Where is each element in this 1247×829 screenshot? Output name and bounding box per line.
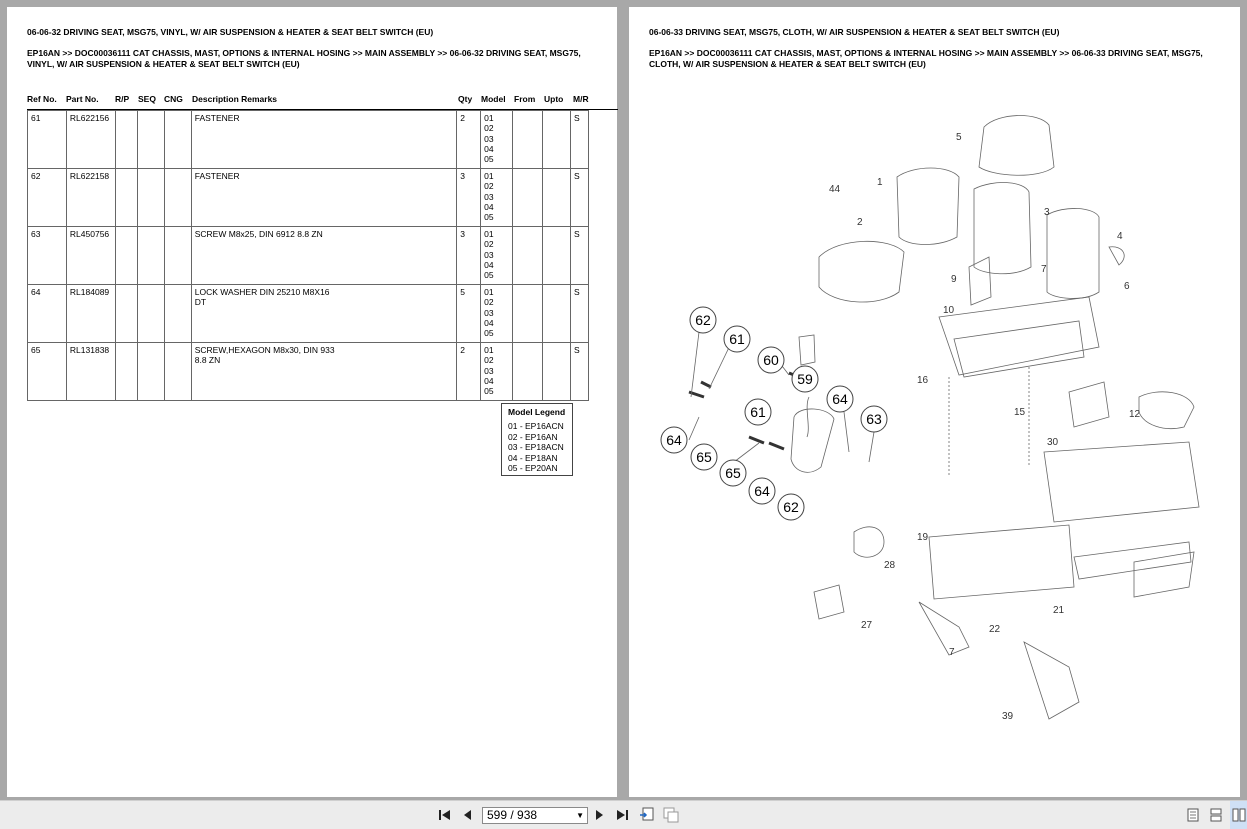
model-code: 05 — [484, 212, 494, 223]
svg-text:19: 19 — [917, 532, 929, 543]
cell-qty: 3 — [457, 169, 481, 227]
cell-part-no: RL622158 — [66, 169, 115, 227]
cell-rp — [115, 285, 137, 343]
fit-width-button[interactable] — [662, 801, 680, 829]
svg-text:7: 7 — [1041, 264, 1047, 275]
page-indicator: 599 / 938 — [487, 808, 538, 822]
svg-text:2: 2 — [857, 217, 863, 228]
callout-65 — [691, 444, 717, 470]
model-code: 03 — [484, 191, 494, 202]
cell-upto — [543, 169, 571, 227]
model-code: 01 — [484, 113, 494, 123]
svg-text:62: 62 — [783, 499, 799, 515]
cell-from — [513, 227, 543, 285]
svg-text:16: 16 — [917, 375, 929, 386]
svg-text:5: 5 — [956, 132, 962, 143]
cell-ref: 62 — [28, 169, 67, 227]
svg-text:21: 21 — [1053, 605, 1065, 616]
col-qty: Qty — [458, 94, 473, 104]
svg-text:60: 60 — [763, 352, 779, 368]
callout-59 — [792, 366, 818, 392]
model-code: 01 — [484, 345, 494, 355]
prev-page-button[interactable] — [460, 801, 474, 829]
cell-rp — [115, 111, 137, 169]
cell-upto — [543, 343, 571, 401]
dropdown-arrow-icon: ▼ — [576, 811, 584, 820]
svg-text:63: 63 — [866, 411, 882, 427]
two-page-icon — [1232, 808, 1246, 822]
fit-width-icon — [663, 807, 679, 823]
col-ref: Ref No. — [27, 94, 57, 104]
svg-text:30: 30 — [1047, 437, 1059, 448]
cell-mr: S — [570, 111, 588, 169]
svg-text:64: 64 — [666, 432, 682, 448]
model-code: 05 — [484, 386, 494, 397]
svg-text:6: 6 — [1124, 281, 1130, 292]
model-code: 04 — [484, 317, 494, 328]
model-code: 01 — [484, 229, 494, 239]
cell-rp — [115, 169, 137, 227]
svg-text:4: 4 — [1117, 231, 1123, 242]
callout-63 — [861, 406, 887, 432]
model-code: 02 — [484, 181, 494, 192]
last-page-icon — [615, 809, 629, 821]
cell-rp — [115, 343, 137, 401]
cell-upto — [543, 285, 571, 343]
description-line: FASTENER — [194, 113, 240, 123]
single-page-icon — [1187, 808, 1199, 822]
legend-item: 04 - EP18AN — [508, 452, 558, 463]
cell-from — [513, 111, 543, 169]
svg-text:15: 15 — [1014, 407, 1026, 418]
cell-model — [481, 111, 513, 169]
col-mr: M/R — [573, 94, 589, 104]
svg-text:62: 62 — [695, 312, 711, 328]
model-code: 04 — [484, 259, 494, 270]
viewer-toolbar — [0, 800, 1247, 829]
svg-text:44: 44 — [829, 184, 841, 195]
model-code: 04 — [484, 143, 494, 154]
svg-text:7: 7 — [949, 647, 955, 658]
model-code: 05 — [484, 270, 494, 281]
model-code: 02 — [484, 123, 494, 134]
left-page-title: 06-06-32 DRIVING SEAT, MSG75, VINYL, W/ AIR SUSPENSION & HEATER & SEAT BELT SWITCH (EU) — [27, 27, 434, 37]
cell-cng — [164, 227, 191, 285]
svg-text:65: 65 — [696, 449, 712, 465]
cell-cng — [164, 343, 191, 401]
page-number-select[interactable] — [482, 807, 588, 824]
legend-item: 05 - EP20AN — [508, 463, 558, 474]
cell-mr: S — [570, 343, 588, 401]
model-code: 01 — [484, 171, 494, 181]
cell-ref: 65 — [28, 343, 67, 401]
cell-from — [513, 285, 543, 343]
col-desc: Description Remarks — [192, 94, 278, 104]
svg-text:10: 10 — [943, 305, 955, 316]
next-page-icon — [595, 809, 605, 821]
cell-from — [513, 343, 543, 401]
cell-seq — [137, 111, 164, 169]
callout-62 — [690, 307, 716, 333]
model-code: 05 — [484, 328, 494, 339]
parts-table-header — [27, 94, 618, 110]
cell-part-no: RL622156 — [66, 111, 115, 169]
model-code: 03 — [484, 249, 494, 260]
cell-mr: S — [570, 169, 588, 227]
description-line: SCREW,HEXAGON M8x30, DIN 933 — [194, 345, 335, 355]
cell-cng — [164, 169, 191, 227]
col-upto: Upto — [544, 94, 564, 104]
cell-description — [191, 285, 456, 343]
callout-64 — [749, 478, 775, 504]
callout-65 — [720, 460, 746, 486]
cell-upto — [543, 227, 571, 285]
right-page-title: 06-06-33 DRIVING SEAT, MSG75, CLOTH, W/ AIR SUSPENSION & HEATER & SEAT BELT SWITCH (EU) — [649, 27, 1060, 37]
model-code: 01 — [484, 287, 494, 297]
cell-description — [191, 169, 456, 227]
cell-qty: 2 — [457, 343, 481, 401]
svg-text:12: 12 — [1129, 409, 1141, 420]
cell-description — [191, 111, 456, 169]
svg-text:22: 22 — [989, 624, 1001, 635]
cell-mr: S — [570, 227, 588, 285]
first-page-icon — [438, 809, 452, 821]
cell-seq — [137, 169, 164, 227]
left-page — [7, 7, 617, 797]
fit-page-icon — [639, 807, 655, 823]
legend-item: 03 - EP18ACN — [508, 442, 564, 453]
cell-model — [481, 285, 513, 343]
cell-part-no: RL131838 — [66, 343, 115, 401]
cell-upto — [543, 111, 571, 169]
svg-text:27: 27 — [861, 620, 873, 631]
col-from: From — [514, 94, 536, 104]
description-line: 8.8 ZN — [194, 355, 221, 365]
left-page-breadcrumb: EP16AN >> DOC00036111 CAT CHASSIS, MAST, OPTIONS & INTERNAL HOSING >> MAIN ASSEMBLY >> 06-06-32 DRIVING SEAT, MSG75, VINYL, W/ AIR SUSPENSION & HEATER & SEAT BELT SWITCH (EU) — [27, 48, 581, 69]
col-model: Model — [481, 94, 506, 104]
description-line: LOCK WASHER DIN 25210 M8X16 — [194, 287, 330, 297]
callout-64 — [661, 427, 687, 453]
callout-60 — [758, 347, 784, 373]
svg-text:9: 9 — [951, 274, 957, 285]
cell-model — [481, 169, 513, 227]
cell-ref: 64 — [28, 285, 67, 343]
svg-text:64: 64 — [832, 391, 848, 407]
legend-item: 02 - EP16AN — [508, 431, 558, 442]
svg-text:64: 64 — [754, 483, 770, 499]
exploded-seat-diagram — [629, 107, 1240, 787]
cell-from — [513, 169, 543, 227]
cell-ref: 61 — [28, 111, 67, 169]
model-code: 05 — [484, 154, 494, 165]
col-cng: CNG — [164, 94, 183, 104]
svg-text:61: 61 — [729, 331, 745, 347]
cell-part-no: RL450756 — [66, 227, 115, 285]
cell-description — [191, 343, 456, 401]
table-row — [28, 169, 589, 227]
svg-text:39: 39 — [1002, 711, 1014, 722]
legend-item: 01 - EP16ACN — [508, 421, 564, 432]
parts-table — [27, 110, 589, 401]
table-row — [28, 111, 589, 169]
cell-seq — [137, 227, 164, 285]
cell-rp — [115, 227, 137, 285]
cell-cng — [164, 111, 191, 169]
cell-part-no: RL184089 — [66, 285, 115, 343]
callout-64 — [827, 386, 853, 412]
svg-text:59: 59 — [797, 371, 813, 387]
model-code: 03 — [484, 307, 494, 318]
svg-text:28: 28 — [884, 560, 896, 571]
cell-model — [481, 343, 513, 401]
last-page-button[interactable] — [614, 801, 630, 829]
table-row — [28, 343, 589, 401]
col-seq: SEQ — [138, 94, 156, 104]
model-code: 03 — [484, 365, 494, 376]
continuous-view-button[interactable] — [1208, 801, 1224, 829]
callout-61 — [745, 399, 771, 425]
two-page-view-button[interactable] — [1230, 801, 1247, 829]
model-code: 02 — [484, 355, 494, 366]
col-rp: R/P — [115, 94, 130, 104]
cell-cng — [164, 285, 191, 343]
model-code: 02 — [484, 297, 494, 308]
model-code: 04 — [484, 201, 494, 212]
model-legend-title: Model Legend — [508, 407, 566, 417]
callout-61 — [724, 326, 750, 352]
svg-text:3: 3 — [1044, 207, 1050, 218]
description-line: FASTENER — [194, 171, 240, 181]
model-legend — [501, 403, 573, 476]
cell-ref: 63 — [28, 227, 67, 285]
fit-page-button[interactable] — [638, 801, 656, 829]
first-page-button[interactable] — [437, 801, 453, 829]
col-part: Part No. — [66, 94, 99, 104]
right-page — [629, 7, 1240, 797]
prev-page-icon — [462, 809, 472, 821]
cell-seq — [137, 285, 164, 343]
continuous-page-icon — [1210, 808, 1222, 822]
single-page-view-button[interactable] — [1185, 801, 1201, 829]
cell-mr: S — [570, 285, 588, 343]
cell-qty: 5 — [457, 285, 481, 343]
model-code: 03 — [484, 133, 494, 144]
cell-model — [481, 227, 513, 285]
table-row — [28, 227, 589, 285]
cell-seq — [137, 343, 164, 401]
model-code: 04 — [484, 375, 494, 386]
right-page-breadcrumb: EP16AN >> DOC00036111 CAT CHASSIS, MAST, OPTIONS & INTERNAL HOSING >> MAIN ASSEMBLY >> 06-06-33 DRIVING SEAT, MSG75, CLOTH, W/ AIR SUSPENSION & HEATER & SEAT BELT SWITCH (EU) — [649, 48, 1203, 69]
svg-text:61: 61 — [750, 404, 766, 420]
next-page-button[interactable] — [593, 801, 607, 829]
callout-62 — [778, 494, 804, 520]
model-code: 02 — [484, 239, 494, 250]
svg-text:65: 65 — [725, 465, 741, 481]
svg-text:1: 1 — [877, 177, 883, 188]
description-line: SCREW M8x25, DIN 6912 8.8 ZN — [194, 229, 323, 239]
cell-description — [191, 227, 456, 285]
cell-qty: 2 — [457, 111, 481, 169]
table-row — [28, 285, 589, 343]
cell-qty: 3 — [457, 227, 481, 285]
description-line: DT — [194, 297, 207, 307]
